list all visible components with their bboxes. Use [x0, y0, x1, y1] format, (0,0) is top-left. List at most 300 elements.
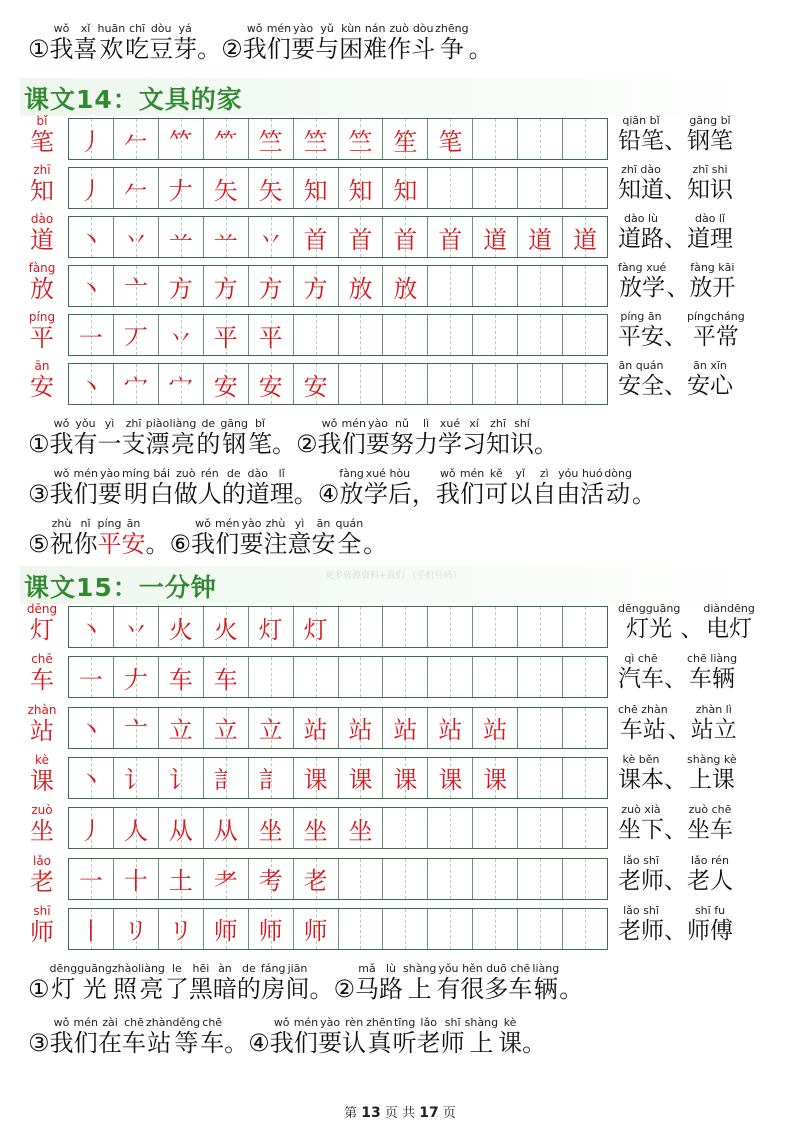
- grid-cell: [383, 607, 428, 647]
- grid-cell: [294, 168, 339, 208]
- grid-cell: [294, 266, 339, 306]
- pinyin: yǔ: [320, 22, 334, 35]
- stroke-step: 竺: [348, 127, 373, 156]
- grid-cell: [249, 364, 294, 404]
- vocab-words: [618, 703, 793, 744]
- char-hanzi: 平: [30, 324, 54, 352]
- hanzi: 要: [97, 480, 122, 508]
- vocab-hanzi: 车站: [619, 716, 666, 743]
- hanzi: 房: [261, 975, 286, 1003]
- vocab-pinyin: dào lǐ: [694, 212, 726, 225]
- hanzi: 黑: [188, 975, 213, 1003]
- hanzi: ⑥: [169, 530, 192, 558]
- sentence-char: [534, 417, 558, 458]
- vocab-separator: [664, 854, 687, 895]
- grid-cell: [428, 657, 473, 697]
- sentence-char: [339, 467, 364, 508]
- vocab-separator: [664, 212, 687, 253]
- stroke-step: 道: [573, 225, 598, 254]
- hanzi: ③: [28, 1029, 50, 1057]
- grid-cell: [518, 266, 563, 306]
- grid-cell: [563, 168, 607, 208]
- hanzi: 动: [606, 480, 631, 508]
- hanzi: 习: [462, 430, 486, 458]
- sentence-char: [237, 962, 261, 1003]
- char-pinyin: lǎo: [32, 853, 52, 868]
- pinyin: xué: [365, 467, 386, 480]
- hanzi: 争: [439, 35, 464, 63]
- pinyin: huó: [581, 467, 603, 480]
- grid-cell: [114, 607, 159, 647]
- grid-cell: [339, 168, 384, 208]
- stroke-step: 道: [483, 225, 508, 254]
- sentence-char: [559, 962, 583, 1003]
- stroke-step: 课: [348, 766, 373, 795]
- stroke-step: 安: [213, 372, 238, 401]
- grid-cell: [339, 607, 384, 647]
- vocab-pinyin: qì chē: [624, 652, 658, 666]
- grid-cell: [159, 607, 204, 647]
- hanzi: 钢: [222, 430, 247, 458]
- char-label: [24, 803, 60, 845]
- hanzi: 灯: [51, 975, 76, 1003]
- hanzi: 我: [49, 1029, 74, 1057]
- sentence-char: [28, 962, 50, 1003]
- char-pinyin: chē: [31, 652, 53, 667]
- hanzi: 。: [468, 35, 493, 63]
- hanzi: 马: [355, 975, 380, 1003]
- grid-cell: [249, 859, 294, 899]
- sentence-char: [74, 517, 98, 558]
- vocab-separator: [664, 904, 687, 945]
- vocab-hanzi: 课本: [618, 766, 664, 793]
- hanzi: 我: [49, 480, 74, 508]
- pinyin: dòng: [604, 467, 632, 480]
- hanzi: 斗: [411, 35, 436, 63]
- sentence-char: [272, 417, 296, 458]
- page-footer: [0, 1102, 800, 1121]
- pinyin: chē: [202, 1016, 223, 1029]
- grid-cell: [473, 119, 518, 159]
- pinyin: xué: [439, 417, 461, 430]
- sentence-char: [74, 22, 98, 63]
- vocab-word: [618, 703, 668, 744]
- sentence-char: [414, 417, 438, 458]
- grid-cell: [428, 217, 473, 257]
- stroke-step: 丿: [78, 176, 103, 205]
- grid-cell: [294, 808, 339, 848]
- pinyin: zài: [102, 1016, 118, 1029]
- vocab-separator: [664, 753, 687, 794]
- vocab-word: [687, 803, 733, 844]
- stroke-step: 𥫗: [168, 127, 193, 156]
- sentence-char: [28, 417, 50, 458]
- stroke-step: 知: [348, 176, 373, 205]
- vocab-separator: [680, 602, 703, 643]
- grid-cell: [563, 909, 607, 949]
- pinyin: wǒ: [53, 22, 70, 35]
- grid-cell: [383, 364, 428, 404]
- vocab-pinyin: zuò xià: [621, 803, 661, 817]
- char-pinyin: zuò: [31, 803, 53, 818]
- sentence-char: [50, 22, 74, 63]
- hanzi: 。: [293, 480, 318, 508]
- watermark: 更多资源资料+我们 （手机号码）: [325, 571, 462, 581]
- grid-cell: [473, 168, 518, 208]
- hanzi: 要: [366, 430, 390, 458]
- vocab-hanzi: 钢笔: [687, 128, 733, 154]
- sentence-line: [28, 417, 558, 461]
- pinyin: zhù: [265, 517, 286, 530]
- pinyin: chē: [124, 1016, 144, 1029]
- sentence-char: [508, 962, 532, 1003]
- hanzi: 们: [460, 480, 485, 508]
- stroke-step: 课: [483, 766, 508, 795]
- grid-cell: [249, 315, 294, 355]
- vocab-hanzi: 站立: [690, 716, 737, 743]
- hanzi: 光: [82, 975, 107, 1003]
- hanzi: 要: [239, 530, 264, 558]
- pinyin: nán: [364, 22, 386, 35]
- pinyin: chī: [129, 22, 146, 35]
- sentence-char: [342, 1016, 366, 1057]
- stroke-step: 丿: [78, 816, 103, 845]
- practice-grid: [68, 807, 608, 849]
- hanzi: 路: [379, 975, 404, 1003]
- sentence-char: [393, 1016, 417, 1057]
- sentence-char: [390, 417, 414, 458]
- hanzi: 车: [508, 975, 533, 1003]
- hanzi: 理: [269, 480, 294, 508]
- sentence-char: [170, 417, 197, 458]
- hanzi: 多: [484, 975, 509, 1003]
- sentence-ruby-row: [28, 517, 387, 558]
- grid-cell: [249, 657, 294, 697]
- grid-cell: [204, 364, 249, 404]
- sentence-line: [28, 517, 387, 561]
- sentence-char: [532, 467, 556, 508]
- stroke-step: 丨: [78, 917, 103, 946]
- vocab-hanzi: 老人: [687, 867, 733, 894]
- sentence-char: [315, 22, 339, 63]
- grid-cell: [69, 266, 114, 306]
- pinyin: yǒu: [438, 962, 459, 975]
- practice-grid: [68, 707, 608, 749]
- stroke-step: 笔: [438, 127, 463, 156]
- grid-cell: [339, 217, 384, 257]
- pinyin: gāng: [220, 417, 249, 430]
- hanzi: 自: [532, 480, 557, 508]
- hanzi: 芽: [173, 35, 198, 63]
- stroke-step: 首: [393, 225, 418, 254]
- char-label: [24, 212, 60, 254]
- pinyin: wǒ: [439, 467, 456, 480]
- grid-cell: [249, 217, 294, 257]
- hanzi: 。: [534, 430, 558, 458]
- char-pinyin: ān: [34, 359, 50, 373]
- hanzi: 力: [414, 430, 438, 458]
- hanzi: 白: [149, 480, 174, 508]
- stroke-step: 老: [303, 867, 328, 895]
- hanzi: 等: [174, 1029, 199, 1057]
- vocab-ruby-row: [618, 163, 793, 204]
- hanzi: 间: [285, 975, 310, 1003]
- grid-cell: [428, 708, 473, 748]
- stroke-step: 知: [393, 176, 418, 205]
- stroke-step: 亠: [123, 716, 148, 745]
- grid-cell: [204, 315, 249, 355]
- vocab-word: [618, 854, 664, 895]
- vocab-hanzi: 平常: [692, 324, 739, 350]
- vocab-pinyin: fàng xué: [618, 261, 667, 274]
- vocab-ruby-row: [618, 261, 793, 302]
- sentence-char: [189, 962, 213, 1003]
- hanzi: 我: [269, 1029, 294, 1057]
- stroke-step: 火: [168, 615, 193, 644]
- pinyin: de: [201, 417, 216, 430]
- pinyin: huān: [97, 22, 126, 35]
- sentence-char: [508, 467, 532, 508]
- grid-cell: [563, 657, 607, 697]
- sentence-char: [411, 22, 435, 63]
- sentence-ruby-row: [28, 467, 656, 508]
- sentence-char: [213, 962, 237, 1003]
- hanzi: 支: [121, 430, 146, 458]
- stroke-step: 师: [258, 917, 283, 946]
- stroke-step: 土: [168, 867, 193, 895]
- sentence-char: [580, 467, 604, 508]
- vocab-hanzi: 平安: [618, 324, 664, 350]
- stroke-step: 站: [393, 716, 418, 745]
- vocab-pinyin: píng ān: [620, 310, 662, 323]
- hanzi: 要: [318, 1029, 343, 1057]
- hanzi: 道: [245, 480, 270, 508]
- hanzi: 安: [121, 530, 146, 558]
- grid-cell: [383, 909, 428, 949]
- grid-cell: [69, 168, 114, 208]
- pinyin: mǎ: [358, 962, 376, 975]
- vocab-hanzi: 坐车: [687, 817, 733, 844]
- vocab-ruby-row: [618, 652, 793, 693]
- stroke-step: 䒑: [213, 225, 238, 254]
- sentence-char: [28, 467, 50, 508]
- sentence-char: [264, 517, 288, 558]
- grid-cell: [249, 266, 294, 306]
- stroke-step: 方: [303, 274, 328, 303]
- hanzi: 欢: [99, 35, 124, 63]
- vocab-hanzi: 安心: [687, 373, 733, 399]
- vocab-pinyin: zhī dào: [621, 163, 661, 176]
- vocab-ruby-row: [618, 753, 793, 794]
- hanzi: 喜: [73, 35, 98, 63]
- sentence-char: [388, 467, 412, 508]
- hanzi: ②: [333, 975, 356, 1003]
- vocab-word: [618, 652, 664, 693]
- pinyin: wǒ: [273, 1016, 290, 1029]
- grid-cell: [249, 909, 294, 949]
- stroke-step: 讠: [123, 766, 148, 795]
- stroke-step: 丷: [168, 323, 193, 352]
- grid-cell: [114, 708, 159, 748]
- pinyin: dòu: [412, 22, 434, 35]
- pinyin: liàng: [532, 962, 560, 975]
- grid-cell: [518, 315, 563, 355]
- sentence-char: [196, 417, 220, 458]
- hanzi: 要: [291, 35, 316, 63]
- grid-cell: [563, 266, 607, 306]
- char-label: [24, 261, 60, 303]
- sentence-char: [403, 962, 436, 1003]
- grid-cell: [114, 119, 159, 159]
- hanzi: 。: [363, 530, 388, 558]
- sentence-ruby-row: [28, 962, 583, 1003]
- grid-cell: [249, 119, 294, 159]
- vocab-word: [618, 310, 664, 351]
- grid-cell: [249, 808, 294, 848]
- hanzi: 的: [221, 480, 246, 508]
- grid-cell: [383, 708, 428, 748]
- stroke-step: 人: [123, 816, 148, 845]
- practice-grid: [68, 118, 608, 160]
- sentence-char: [366, 417, 390, 458]
- pinyin: nǔ: [395, 417, 409, 430]
- grid-cell: [249, 758, 294, 798]
- stroke-step: 丷: [123, 615, 148, 644]
- pinyin: zhù: [51, 517, 72, 530]
- grid-cell: [428, 607, 473, 647]
- pinyin: lǎo: [420, 1016, 437, 1029]
- pinyin: zhēng: [435, 22, 469, 35]
- grid-cell: [159, 364, 204, 404]
- stroke-step: 安: [303, 372, 328, 401]
- char-pinyin: fàng: [28, 261, 56, 275]
- grid-cell: [114, 909, 159, 949]
- stroke-step: 课: [393, 766, 418, 795]
- stroke-step: 宀: [168, 372, 193, 401]
- vocab-word: [703, 602, 754, 643]
- grid-cell: [69, 217, 114, 257]
- footer-suffix: 页: [442, 1106, 456, 1121]
- pinyin: tīng: [393, 1016, 416, 1029]
- hanzi: ，: [411, 480, 436, 508]
- grid-cell: [294, 657, 339, 697]
- hanzi: 。: [559, 975, 584, 1003]
- pinyin: ān: [316, 517, 331, 530]
- grid-cell: [69, 364, 114, 404]
- sentence-line: [28, 1016, 546, 1060]
- sentence-char: [484, 467, 508, 508]
- practice-grid: [68, 858, 608, 900]
- stroke-step: 车: [168, 665, 193, 694]
- sentence-line: [28, 467, 656, 511]
- grid-cell: [518, 708, 563, 748]
- vocab-ruby-row: [618, 703, 793, 744]
- grid-cell: [159, 909, 204, 949]
- stroke-step: 宀: [123, 372, 148, 401]
- vocab-pinyin: shàng kè: [687, 752, 737, 766]
- vocab-word: [691, 703, 737, 744]
- hanzi: 我: [242, 35, 267, 63]
- stroke-step: 𠂉: [123, 176, 148, 205]
- sentence-char: [173, 22, 197, 63]
- stroke-step: 首: [348, 225, 373, 254]
- vocab-pinyin: ān quán: [618, 359, 664, 372]
- stroke-step: 车: [213, 665, 238, 694]
- grid-cell: [159, 168, 204, 208]
- vocab-separator: [664, 359, 687, 400]
- grid-cell: [428, 168, 473, 208]
- separator-mark: 、: [664, 324, 687, 350]
- hanzi: 放: [339, 480, 364, 508]
- pinyin: shí: [514, 417, 530, 430]
- grid-cell: [204, 909, 249, 949]
- grid-cell: [428, 315, 473, 355]
- char-pinyin: zhàn: [27, 702, 57, 717]
- sentence-char: [197, 22, 221, 63]
- vocab-word: [687, 212, 733, 253]
- sentence-char: [267, 22, 291, 63]
- sentence-char: [312, 517, 336, 558]
- pinyin: liàng: [169, 417, 197, 430]
- stroke-step: 知: [303, 176, 328, 205]
- hanzi: ④: [317, 480, 340, 508]
- grid-cell: [204, 266, 249, 306]
- vocab-words: [618, 602, 793, 643]
- char-hanzi: 课: [30, 766, 54, 795]
- sentence-char: [270, 467, 294, 508]
- grid-cell: [339, 859, 384, 899]
- sentence-char: [436, 962, 460, 1003]
- grid-cell: [473, 315, 518, 355]
- grid-cell: [114, 266, 159, 306]
- pinyin: guāng: [77, 962, 112, 975]
- pinyin: děng: [172, 1016, 201, 1029]
- hanzi: 上: [407, 975, 432, 1003]
- hanzi: 意: [287, 530, 312, 558]
- grid-cell: [114, 758, 159, 798]
- vocab-word: [687, 114, 733, 155]
- hanzi: 们: [215, 530, 240, 558]
- char-hanzi: 道: [30, 226, 54, 254]
- practice-grid: [68, 363, 608, 405]
- char-label: [24, 703, 60, 745]
- vocab-pinyin: lǎo shī: [623, 903, 659, 917]
- vocab-pinyin: dēngguāng: [618, 602, 681, 615]
- char-label: [24, 904, 60, 946]
- grid-cell: [383, 657, 428, 697]
- grid-cell: [114, 315, 159, 355]
- grid-cell: [518, 364, 563, 404]
- vocab-hanzi: 知识: [687, 177, 733, 203]
- pinyin: wǒ: [53, 1016, 70, 1029]
- hanzi: ②: [221, 35, 243, 63]
- sentence-char: [436, 467, 460, 508]
- vocab-separator: [664, 114, 687, 155]
- sentence-char: [146, 1016, 172, 1057]
- grid-cell: [339, 315, 384, 355]
- char-label: [24, 359, 60, 401]
- grid-cell: [383, 266, 428, 306]
- pinyin: xí: [469, 417, 479, 430]
- hanzi: 暗: [212, 975, 237, 1003]
- stroke-step: 訁: [258, 766, 283, 795]
- grid-cell: [159, 315, 204, 355]
- sentence-char: [342, 417, 366, 458]
- hanzi: ④: [248, 1029, 270, 1057]
- pinyin: shàng: [464, 1016, 499, 1029]
- hanzi: 照: [113, 975, 137, 1003]
- hanzi: ①: [28, 975, 50, 1003]
